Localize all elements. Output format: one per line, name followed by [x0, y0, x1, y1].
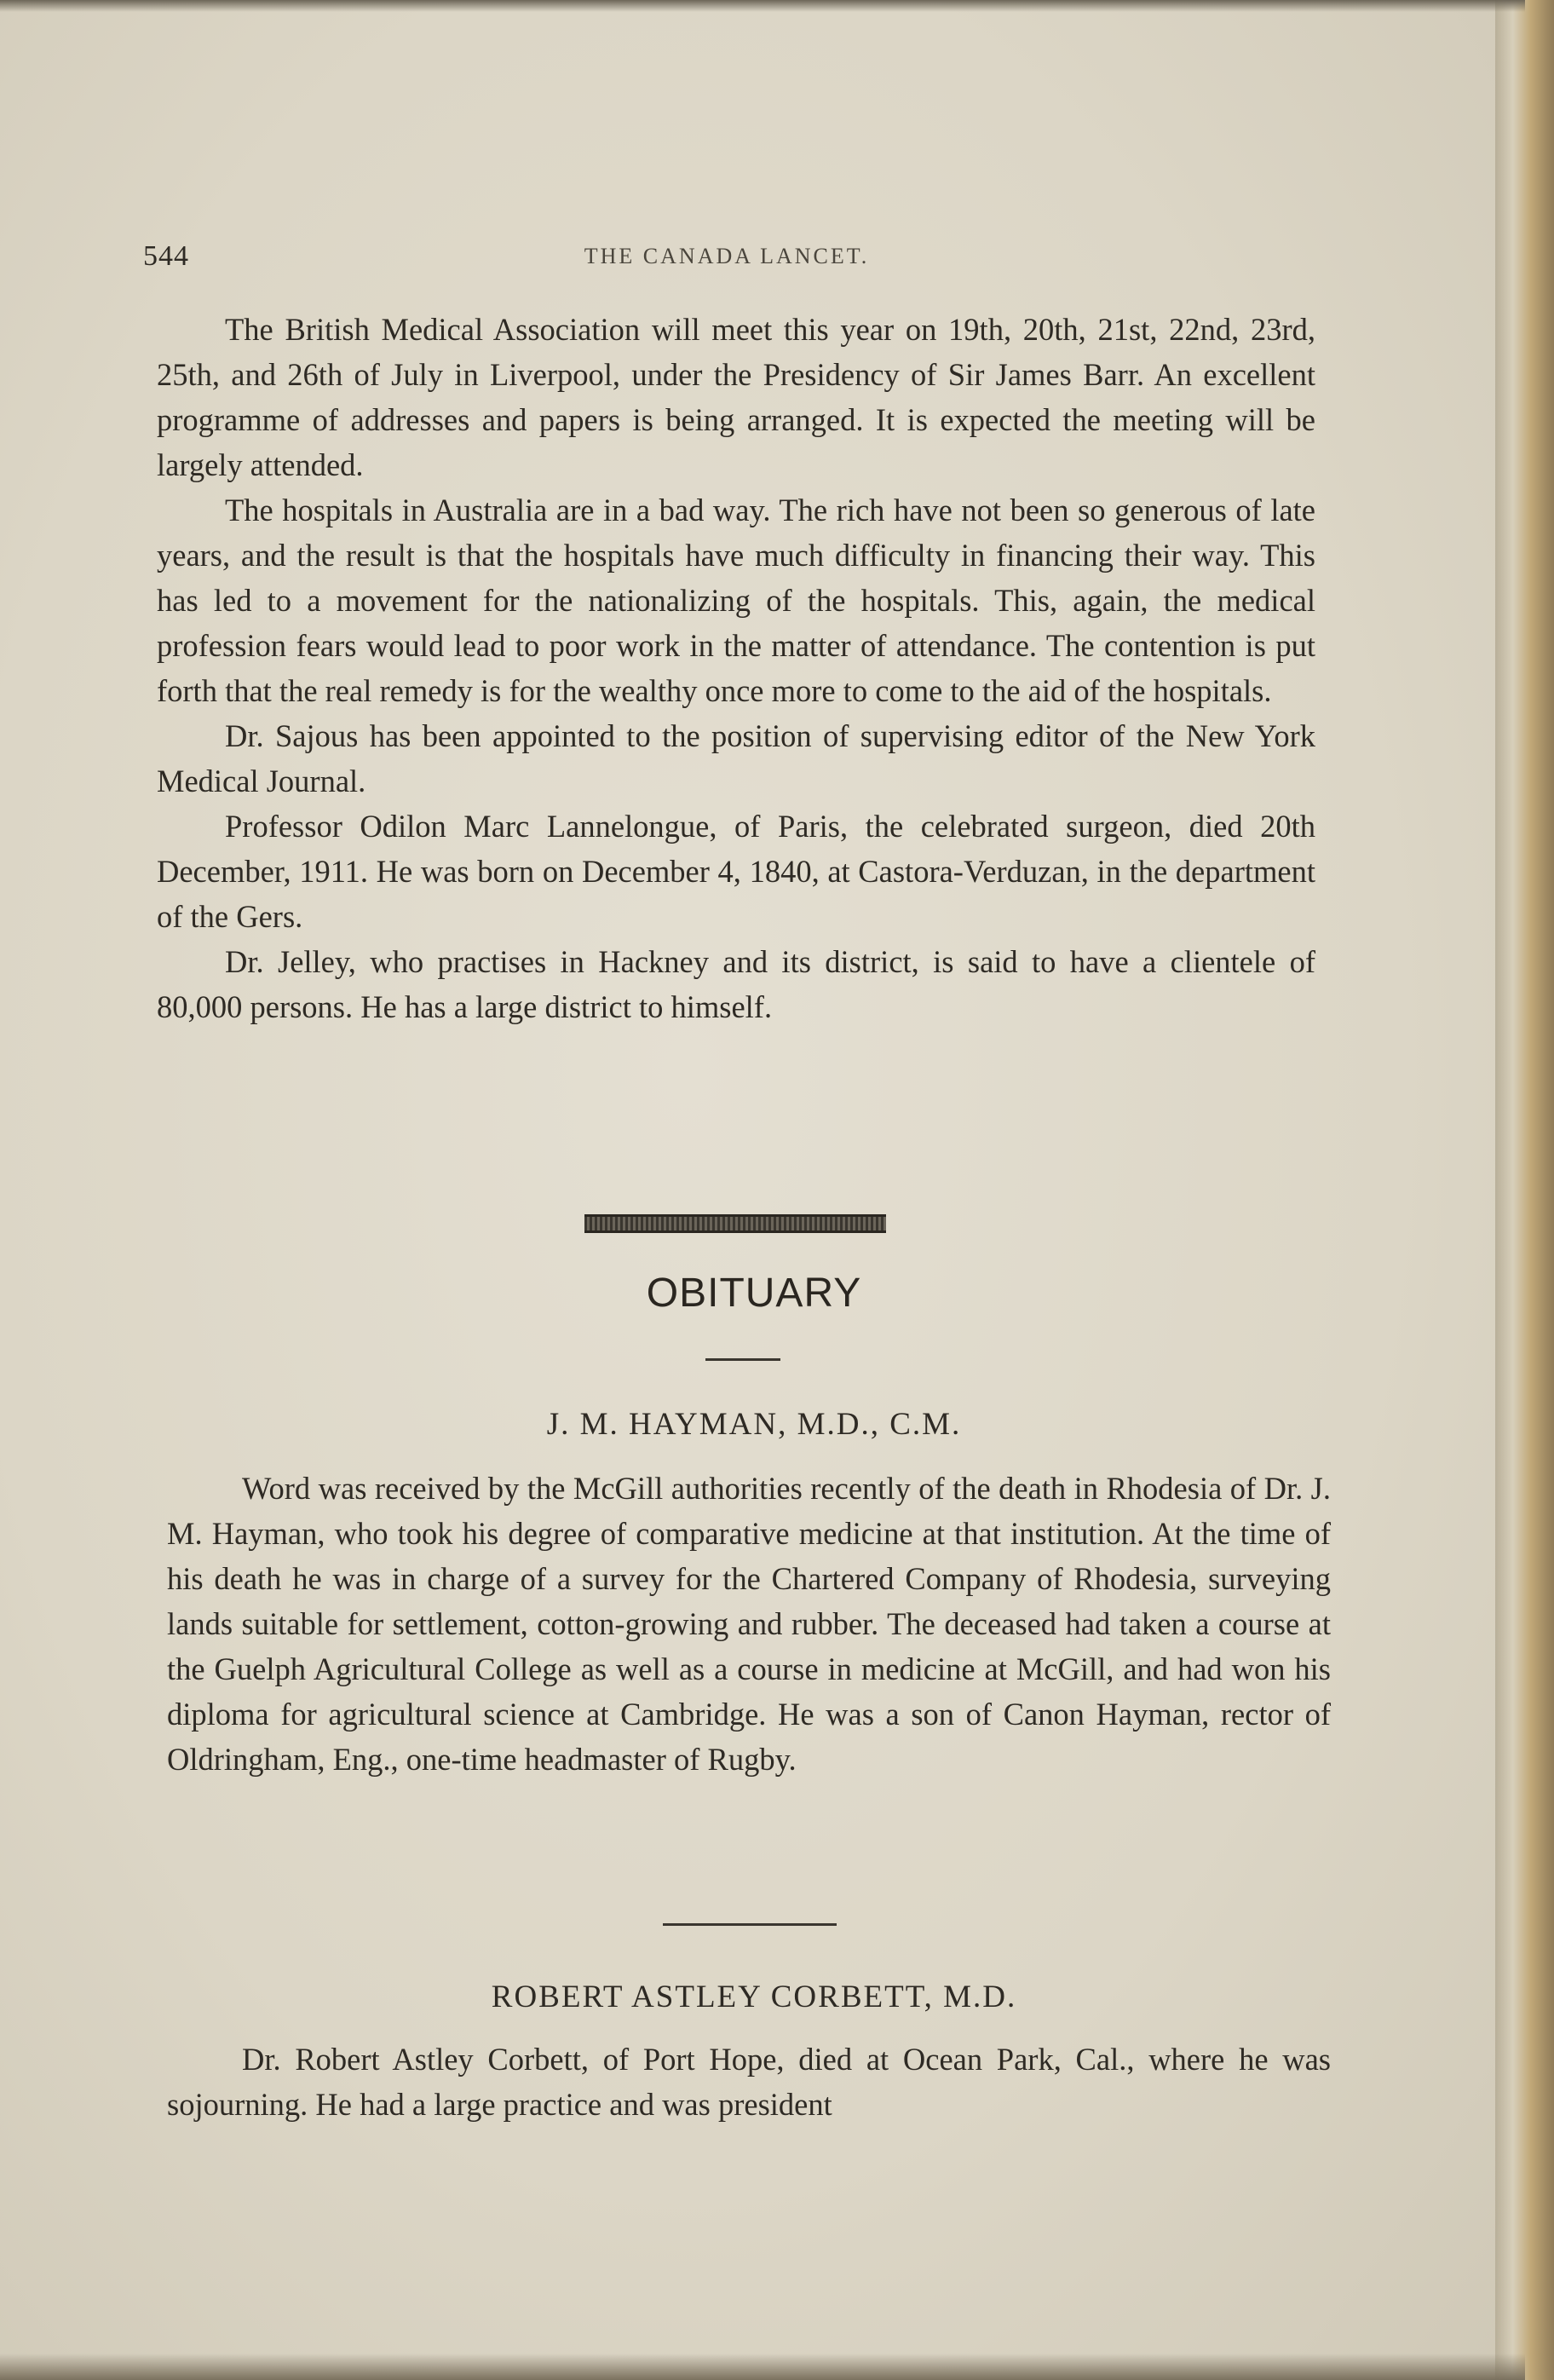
- news-paragraph: The hospitals in Australia are in a bad way. The rich have not been so generous of late years, and the result is that the hospitals have much difficulty in financing their way. This has led to a movement for the nationalizing of the hospitals. This, again, the medical profession fears would lead to poor work in the matter of attendance. The contention is put forth that the real remedy is for the wealthy once more to come to the aid of the hospitals.: [157, 493, 1315, 708]
- news-paragraph: The British Medical Association will meet this year on 19th, 20th, 21st, 22nd, 23rd, 25th, and 26th of July in Liverpool, under the Presidency of Sir James Barr. An excellent programme of addresses and papers is being arranged. It is expected the meeting will be largely attended.: [157, 312, 1315, 482]
- obituary-entry-corbett: [167, 2037, 1331, 2127]
- news-paragraph: Professor Odilon Marc Lannelongue, of Paris, the celebrated surgeon, died 20th December, 1911. He was born on December 4, 1840, at Castora-Verduzan, in the department of the Gers.: [157, 809, 1315, 934]
- page-number: 544: [143, 240, 189, 272]
- page-edge: [1495, 0, 1554, 2380]
- obituary-entry-hayman: [167, 1466, 1331, 1782]
- obituary-name-corbett: ROBERT ASTLEY CORBETT, M.D.: [491, 1979, 1017, 2014]
- running-head: THE CANADA LANCET.: [584, 244, 870, 268]
- title-rule: [705, 1358, 780, 1361]
- obituary-paragraph: Word was received by the McGill authorities recently of the death in Rhodesia of Dr. J. M. Hayman, who took his degree of comparative medicine at that institution. At the time of his death he was in charge of a survey for the Chartered Company of Rhodesia, surveying lands suitable for settlement, cotton-growing and rubber. The deceased had taken a course at the Guelph Agricultural College as well as a course in medicine at McGill, and had won his diploma for agricultural science at Cambridge. He was a son of Canon Hayman, rector of Oldringham, Eng., one-time headmaster of Rugby.: [167, 1471, 1331, 1777]
- section-ornament: [584, 1214, 886, 1233]
- obituary-title: OBITUARY: [646, 1271, 862, 1316]
- page-header: [143, 240, 1310, 274]
- obituary-name-hayman: J. M. HAYMAN, M.D., C.M.: [546, 1407, 962, 1442]
- top-shadow: [0, 0, 1525, 12]
- bottom-shadow: [0, 2354, 1525, 2380]
- obituary-paragraph: Dr. Robert Astley Corbett, of Port Hope, died at Ocean Park, Cal., where he was sojourning. He had a large practice and was president: [167, 2042, 1331, 2122]
- news-paragraph: Dr. Jelley, who practises in Hackney and its district, is said to have a clientele of 80,000 persons. He has a large district to himself.: [157, 944, 1315, 1024]
- entry-divider-rule: [663, 1923, 837, 1926]
- news-section: [157, 307, 1315, 1029]
- news-paragraph: Dr. Sajous has been appointed to the position of supervising editor of the New York Medical Journal.: [157, 718, 1315, 798]
